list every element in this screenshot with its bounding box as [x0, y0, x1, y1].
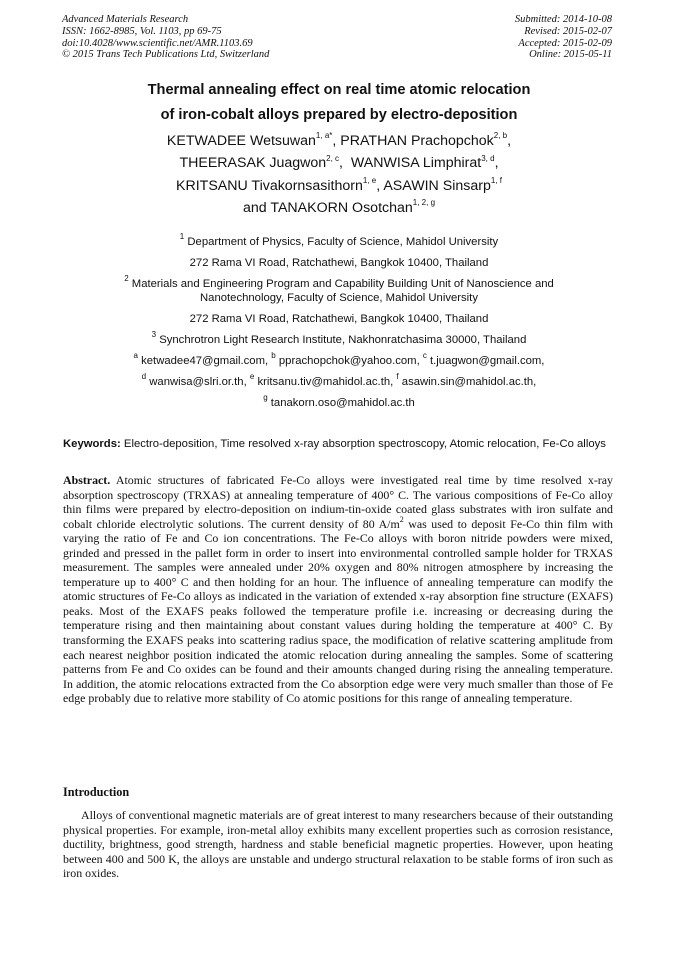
email-sup: d — [141, 372, 147, 382]
affil-text: Synchrotron Light Research Institute, Nakhonratchasima 30000, Thailand — [159, 334, 527, 346]
author-line-1: KETWADEE Wetsuwan$^{1, a*}$, PRATHAN Prachopchok$^{2, b}$, — [166, 131, 512, 149]
keywords — [63, 437, 613, 452]
abstract — [63, 473, 613, 706]
author-and: and — [242, 200, 267, 217]
author-name: KRITSANU Tivakornsasithorn — [176, 177, 363, 194]
affiliations — [60, 232, 618, 410]
author-name: KETWADEE Wetsuwan — [166, 133, 316, 149]
affiliation-1 — [60, 232, 618, 249]
affiliation-1-address: 272 Rama VI Road, Ratchathewi, Bangkok 10400, Thailand — [189, 257, 489, 269]
affil-number: 2 — [124, 274, 129, 284]
journal-copyright: © 2015 Trans Tech Publications Ltd, Switzerland — [62, 49, 270, 61]
journal-issn: ISSN: 1662-8985, Vol. 1103, pp 69-75 — [62, 25, 222, 37]
section-heading-introduction: Introduction — [63, 785, 130, 799]
abstract-label: Abstract. — [63, 473, 111, 487]
affil-number: 3 — [151, 330, 157, 340]
email-sup: b — [271, 351, 276, 361]
affiliation-3 — [60, 330, 618, 347]
email-link[interactable]: ketwadee47@gmail.com, — [141, 355, 269, 367]
author-affil-sup: 1, e — [362, 176, 377, 186]
abstract-text-post: was used to deposit Fe-Co thin film with varying the ratio of Fe and Co ion concentrations. The Fe-Co alloys with boron nitride powders were mixed, grinded and pressed in the pallet form in order to insert into environmental controlled sample holder for TRXAS measurement. The samples were annealed under 20% oxygen and 80% nitrogen atmosphere by increasing the temperature up to 400° C and then holding for an hour. The influence of annealing temperature can modify the atomic structures of Fe-Co alloys as indicated in the variation of extended x-ray absorption fine structure (EXAFS) peaks. Most of the EXAFS peaks followed the temperature profile i.e. increasing or decreasing during the temperature rising and then maintaining about constant values during holding the temperature at 400° C. By transforming the EXAFS peaks into scattering radius space, the modification of relative scattering amplitude from each nearest neighbor position indicated the atomic relocation during annealing the samples. Some of scattering patterns from Fe and Co oxides can be found and their amounts changed during rising the annealing temperature. In addition, the atomic relocations extracted from the Co absorption edge were very much smaller than those of Fe edge probably due to relative more stability of Co atomic positions for this range of annealing temperature. — [63, 516, 613, 706]
email-link[interactable]: kritsanu.tiv@mahidol.ac.th, — [257, 376, 394, 388]
date-online: Online: 2015-05-11 — [529, 49, 612, 61]
introduction-paragraph: Alloys of conventional magnetic materials are of great interest to many researchers because of their outstanding physical properties. For example, iron-metal alloy exhibits many excellent properties such as corrosion resistance, ductility, brightness, good strength, hardness and stable beneficial magnetic properties. However, upon heating between 400 and 500 K, the alloys are unstable and undergo structural relaxation to be stable forms of iron such as iron oxides. — [63, 808, 613, 881]
journal-header-left — [62, 14, 269, 61]
email-line-2 — [60, 372, 618, 389]
author-name: WANWISA Limphirat — [350, 155, 482, 172]
date-accepted: Accepted: 2015-02-09 — [518, 37, 612, 49]
author-name: THEERASAK Juagwon — [179, 155, 327, 172]
date-revised: Revised: 2015-02-07 — [524, 25, 612, 37]
author-affil-sup: 2, c — [326, 153, 340, 163]
abstract-text-pre: Atomic structures of fabricated Fe-Co alloys were investigated real time by time resolved x-ray absorption spectroscopy (TRXAS) at annealing temperature of 400° C. The various compositions of Fe-Co alloy thin films were prepared by electro-deposition on indium-tin-oxide coated glass substrates with iron sulfate and cobalt chloride electrolytic solutions. The current density of 80 A/m — [63, 473, 613, 531]
title-line-1: Thermal annealing effect on real time atomic relocation — [147, 82, 531, 98]
journal-doi[interactable]: doi:10.4028/www.scientific.net/AMR.1103.69 — [62, 37, 253, 49]
date-submitted: Submitted: 2014-10-08 — [514, 14, 612, 25]
author-affil-sup: 2, b — [493, 131, 508, 141]
email-line-1 — [60, 351, 618, 368]
email-link[interactable]: wanwisa@slri.or.th, — [149, 376, 247, 388]
email-line-3 — [60, 393, 618, 410]
journal-header-right — [515, 14, 612, 61]
email-link[interactable]: tanakorn.oso@mahidol.ac.th — [270, 397, 415, 409]
author-line-4 — [60, 197, 618, 219]
email-sup: a — [133, 351, 138, 361]
email-sup: c — [422, 351, 427, 361]
author-name: TANAKORN Osotchan — [270, 200, 413, 217]
keywords-label: Keywords: — [63, 438, 121, 450]
email-link[interactable]: t.juagwon@gmail.com, — [430, 355, 545, 367]
email-link[interactable]: asawin.sin@mahidol.ac.th, — [401, 376, 537, 388]
author-affil-sup: 1, 2, g — [412, 198, 436, 208]
paper-title — [60, 78, 618, 128]
author-affil-sup: 1, f — [490, 176, 502, 186]
author-name: PRATHAN Prachopchok — [340, 133, 494, 149]
email-sup: f — [396, 372, 399, 382]
author-list — [60, 130, 618, 220]
email-link[interactable]: pprachopchok@yahoo.com, — [278, 355, 420, 367]
title-line-2: of iron-cobalt alloys prepared by electro-deposition — [160, 107, 518, 123]
email-sup: e — [249, 372, 255, 382]
affil-text: Department of Physics, Faculty of Science, Mahidol University — [187, 236, 499, 248]
email-sup: g — [263, 393, 268, 403]
affiliation-2 — [60, 274, 618, 305]
keywords-text: Electro-deposition, Time resolved x-ray absorption spectroscopy, Atomic relocation, Fe-Co alloys — [123, 438, 606, 450]
author-affil-sup: 3, d — [481, 153, 495, 163]
author-name: ASAWIN Sinsarp — [383, 177, 491, 194]
author-line-3: KRITSANU Tivakornsasithorn$^{1, e}$, ASAWIN Sinsarp$^{1, f}$ — [176, 176, 502, 194]
journal-name: Advanced Materials Research — [62, 14, 189, 25]
abstract-superscript: 2 — [399, 514, 404, 524]
affil-number: 1 — [179, 232, 185, 242]
author-affil-sup: 1, a* — [315, 131, 333, 141]
affil-text: Materials and Engineering Program and Capability Building Unit of Nanoscience and Nanotechnology, Faculty of Science, Mahidol University — [131, 278, 554, 304]
affiliation-2-address: 272 Rama VI Road, Ratchathewi, Bangkok 10400, Thailand — [189, 313, 489, 325]
author-line-2: THEERASAK Juagwon$^{2, c}$, WANWISA Limphirat$^{3, d}$, — [179, 153, 499, 172]
